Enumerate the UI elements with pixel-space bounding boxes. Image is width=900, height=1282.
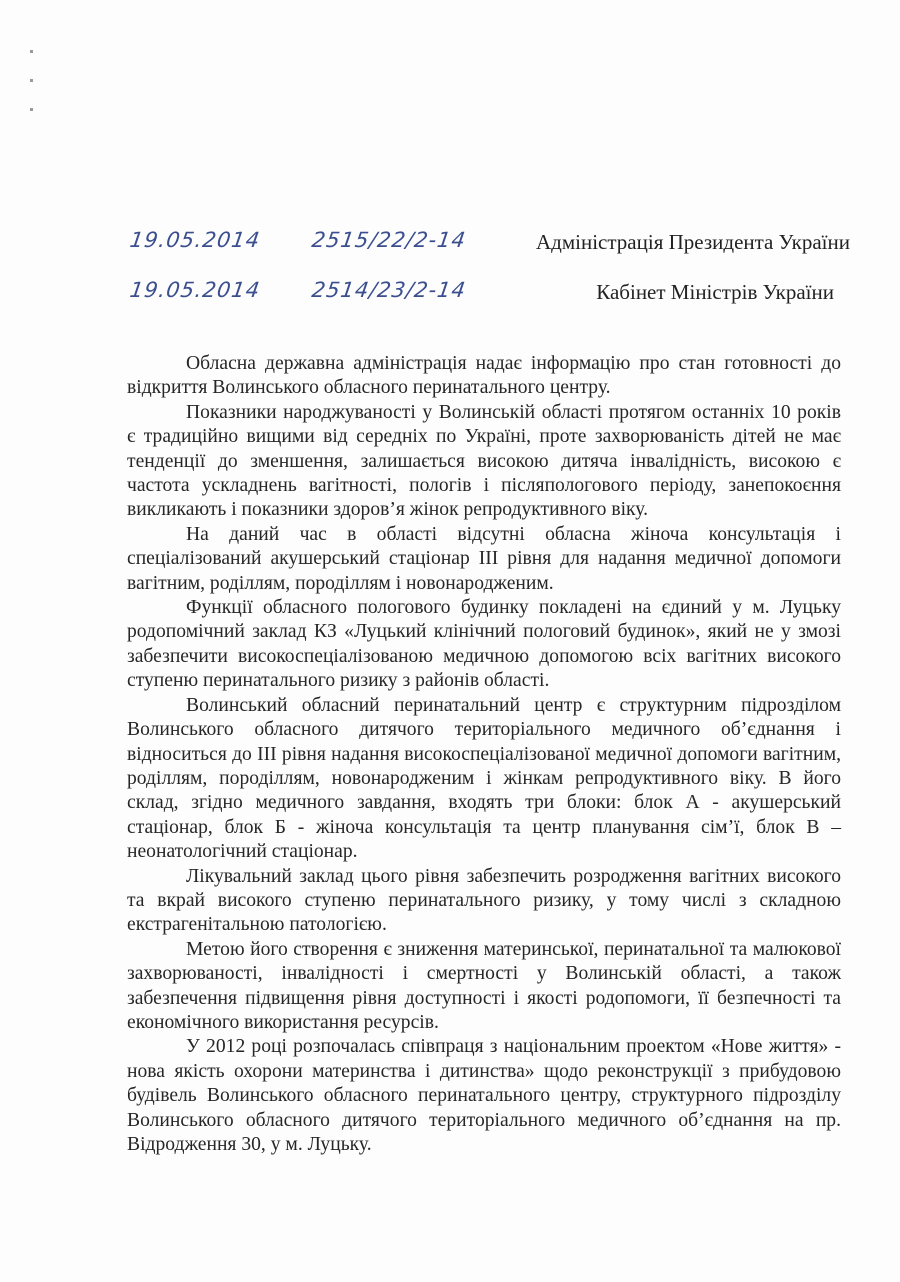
scan-mark: [30, 50, 33, 53]
paragraph: У 2012 році розпочалась співпраця з національним проектом «Нове життя» - нова якість охорони материнства і дитинства» щодо реконструкції з прибудовою будівель Волинського обласного перинатального центру, структурного підрозділу Волинського обласного дитячого територіального медичного об’єднання на пр. Відродження 30, у м. Луцьку.: [127, 1036, 841, 1155]
paragraph: Метою його створення є зниження материнської, перинатальної та малюкової захворюваності, інвалідності і смертності у Волинській області, а також забезпечення підвищення рівня доступності і якості родопомоги, її безпечності та економічного використання ресурсів.: [127, 938, 841, 1033]
handwritten-date: 19.05.2014: [128, 278, 262, 302]
scan-mark: [30, 108, 33, 111]
paragraph: На даний час в області відсутні обласна жіноча консультація і спеціалізований акушерський стаціонар ІІІ рівня для надання медичної допомоги вагітним, роділлям, породіллям і новонародженим.: [127, 523, 841, 594]
handwritten-registration-number: 2514/23/2-14: [310, 278, 468, 302]
handwritten-date: 19.05.2014: [128, 228, 262, 252]
letter-body: [127, 352, 841, 1157]
scan-margin-marks: [30, 50, 40, 137]
paragraph: Показники народжуваності у Волинській області протягом останніх 10 років є традиційно вищими від середніх по Україні, проте захворюваність дітей не має тенденції до зменшення, залишається високою дитяча інвалідність, високою є частота ускладнень вагітності, пологів і післяпологового періоду, занепокоєння викликають і показники здоров’я жінок репродуктивного віку.: [127, 401, 841, 521]
paragraph: Лікувальний заклад цього рівня забезпечить розродження вагітних високого та вкрай високого ступеню перинатального ризику, у тому числі з складною екстрагенітальною патологією.: [127, 865, 841, 936]
handwritten-registration-number: 2515/22/2-14: [310, 228, 468, 252]
paragraph: Обласна державна адміністрація надає інформацію про стан готовності до відкриття Волинського обласного перинатального центру.: [127, 353, 841, 399]
paragraph: Волинський обласний перинатальний центр є структурним підрозділом Волинського обласного дитячого територіального медичного об’єднання і відноситься до ІІІ рівня надання високоспеціалізованої медичної допомоги вагітним, роділлям, породіллям, новонародженим і жінкам репродуктивного віку. В його склад, згідно медичного завдання, входять три блоки: блок А - акушерський стаціонар, блок Б - жіноча консультація та центр планування сім’ї, блок В – неонатологічний стаціонар.: [127, 694, 841, 863]
scan-mark: [30, 79, 33, 82]
paragraph: Функції обласного пологового будинку покладені на єдиний у м. Луцьку родопомічний заклад КЗ «Луцький клінічний пологовий будинок», який не у змозі забезпечити високоспеціалізованою медичною допомогою всіх вагітних високого ступеню перинатального ризику з районів області.: [127, 597, 841, 692]
registration-row: [130, 226, 850, 266]
addressee: Кабінет Міністрів України: [596, 280, 834, 304]
addressee: Адміністрація Президента України: [536, 230, 850, 254]
registration-row: [130, 276, 850, 316]
